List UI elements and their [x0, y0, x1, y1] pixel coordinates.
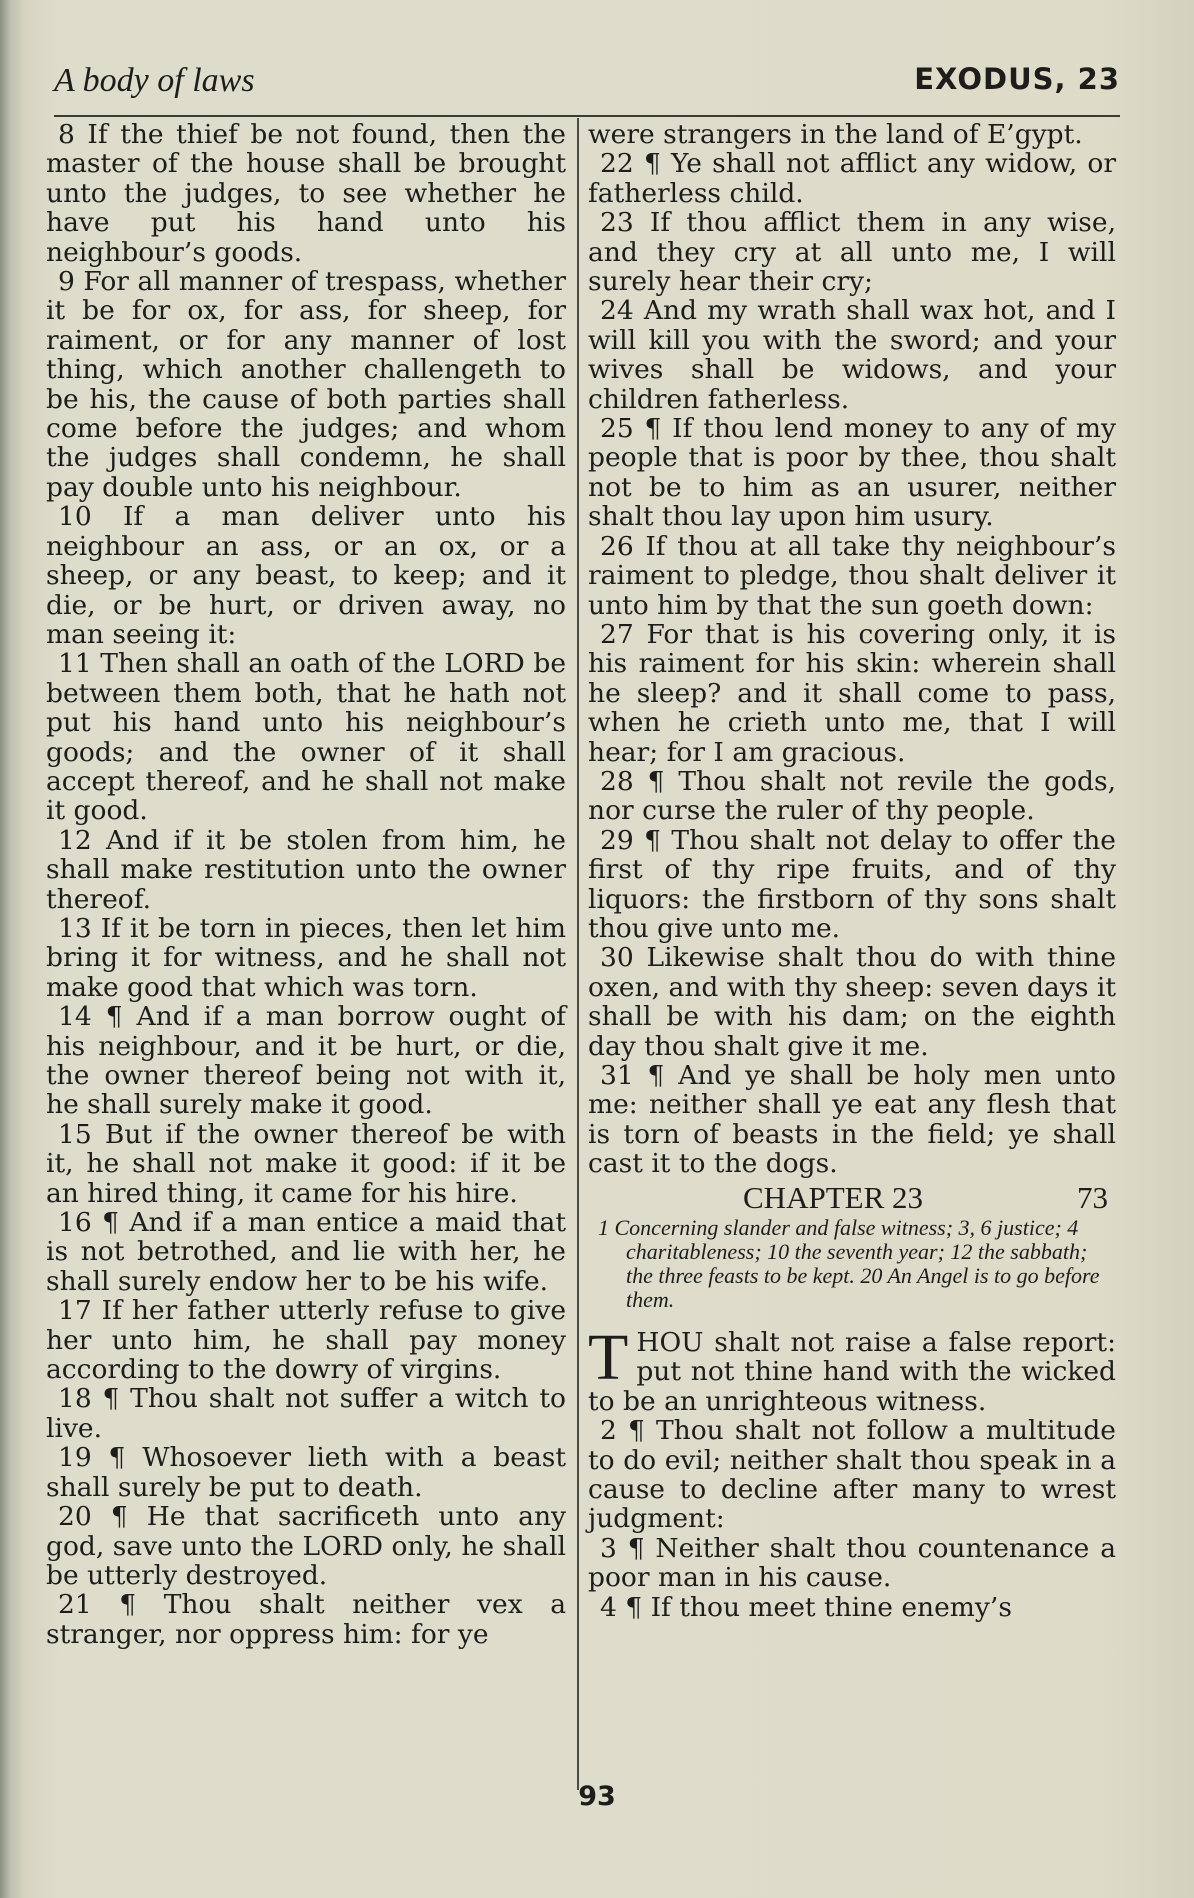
left-column	[46, 120, 566, 1649]
verse-20: 20 ¶ He that sacrificeth unto any god, save unto the LORD only, he shall be utterly destroyed.	[46, 1501, 566, 1591]
verse-22: 22 ¶ Ye shall not afflict any widow, or fatherless child.	[588, 148, 1116, 209]
verse-29: 29 ¶ Thou shalt not delay to offer the first of thy ripe fruits, and of thy liquors: the firstborn of thy sons shalt thou give unto me.	[588, 824, 1116, 944]
verse-14: 14 ¶ And if a man borrow ought of his neighbour, and it be hurt, or die, the owner thereof being not with it, he shall surely make it good.	[46, 1001, 566, 1121]
verse-31: 31 ¶ And ye shall be holy men unto me: neither shall ye eat any flesh that is torn of beasts in the field; ye shall cast it to the dogs.	[588, 1060, 1116, 1180]
verse-30: 30 Likewise shalt thou do with thine oxen, and with thy sheep: seven days it shall be with his dam; on the eighth day thou shalt give it me.	[588, 942, 1116, 1062]
chapter-title: CHAPTER 23	[743, 1179, 923, 1215]
verse-10: 10 If a man deliver unto his neighbour an ass, or an ox, or a sheep, or any beast, to keep; and it die, or be hurt, or driven away, no man seeing it:	[46, 501, 566, 650]
header-rule	[54, 115, 1120, 117]
page-header	[54, 62, 1120, 112]
right-column	[588, 120, 1116, 1622]
verse-13: 13 If it be torn in pieces, then let him bring it for witness, and he shall not make good that which was torn.	[46, 912, 566, 1003]
verse-21: 21 ¶ Thou shalt neither vex a stranger, nor oppress him: for ye	[46, 1589, 566, 1650]
verse-12: 12 And if it be stolen from him, he shall make restitution unto the owner thereof.	[46, 824, 566, 915]
verse-16: 16 ¶ And if a man entice a maid that is not betrothed, and lie with her, he shall surely endow her to be his wife.	[46, 1207, 566, 1297]
verse-8: 8 If the thief be not found, then the master of the house shall be brought unto the judges, to see whether he have put his hand unto his neighbour’s goods.	[46, 119, 566, 268]
chapter-heading	[588, 1179, 1116, 1215]
verse-21-continued: were strangers in the land of E’gypt.	[588, 119, 1083, 150]
verse-11: 11 Then shall an oath of the LORD be between them both, that he hath not put his hand unto his neighbour’s goods; and the owner of it shall accept thereof, and he shall not make it good.	[46, 648, 566, 827]
chapter-23-verse-1-text: HOU shalt not raise a false report: put not thine hand with the wicked to be an unrighteous witness.	[588, 1327, 1116, 1417]
verse-9: 9 For all manner of trespass, whether it be for ox, for ass, for sheep, for raiment, or for any manner of lost thing, which another challengeth to be his, the cause of both parties shall come before the judges; and whom the judges shall condemn, he shall pay double unto his neighbour.	[46, 266, 566, 503]
book-chapter-heading: EXODUS, 23	[914, 62, 1120, 96]
verse-17: 17 If her father utterly refuse to give her unto him, he shall pay money according to the dowry of virgins.	[46, 1295, 566, 1386]
chapter-summary: 1 Concerning slander and false witness; 3, 6 justice; 4 charitableness; 10 the seventh year; 12 the sabbath; the three feasts to be kept. 20 An Angel is to go before them.	[598, 1215, 1100, 1313]
verse-15: 15 But if the owner thereof be with it, he shall not make it good: if it be an hired thing, it came for his hire.	[46, 1118, 566, 1209]
chapter-23-verse-1	[588, 1321, 1116, 1417]
verse-28: 28 ¶ Thou shalt not revile the gods, nor curse the ruler of thy people.	[588, 765, 1116, 827]
chapter-23-verse-3: 3 ¶ Neither shalt thou countenance a poor man in his cause.	[588, 1532, 1116, 1594]
verse-18: 18 ¶ Thou shalt not suffer a witch to live.	[46, 1383, 566, 1444]
column-divider	[577, 118, 579, 1790]
verse-23: 23 If thou afflict them in any wise, and they cry at all unto me, I will surely hear their cry;	[588, 207, 1116, 298]
verse-19: 19 ¶ Whosoever lieth with a beast shall surely be put to death.	[46, 1442, 566, 1503]
running-title: A body of laws	[54, 62, 255, 99]
verse-26: 26 If thou at all take thy neighbour’s raiment to pledge, thou shalt deliver it unto him by that the sun goeth down:	[588, 530, 1116, 621]
verse-24: 24 And my wrath shall wax hot, and I will kill you with the sword; and your wives shall be widows, and your children fatherless.	[588, 295, 1116, 415]
page-number: 93	[578, 1781, 616, 1812]
chapter-23-verse-2: 2 ¶ Thou shalt not follow a multitude to do evil; neither shalt thou speak in a cause to decline after many to wrest judgment:	[588, 1415, 1116, 1535]
verse-25: 25 ¶ If thou lend money to any of my people that is poor by thee, thou shalt not be to him as an usurer, neither shalt thou lay upon him usury.	[588, 413, 1116, 533]
chapter-page-reference: 73	[1077, 1179, 1108, 1215]
chapter-23-verse-4: 4 ¶ If thou meet thine enemy’s	[600, 1591, 1012, 1623]
verse-27: 27 For that is his covering only, it is his raiment for his skin: wherein shall he sleep? and it shall come to pass, when he crieth unto me, that I will hear; for I am gracious.	[588, 618, 1116, 768]
drop-cap: T	[588, 1321, 629, 1395]
